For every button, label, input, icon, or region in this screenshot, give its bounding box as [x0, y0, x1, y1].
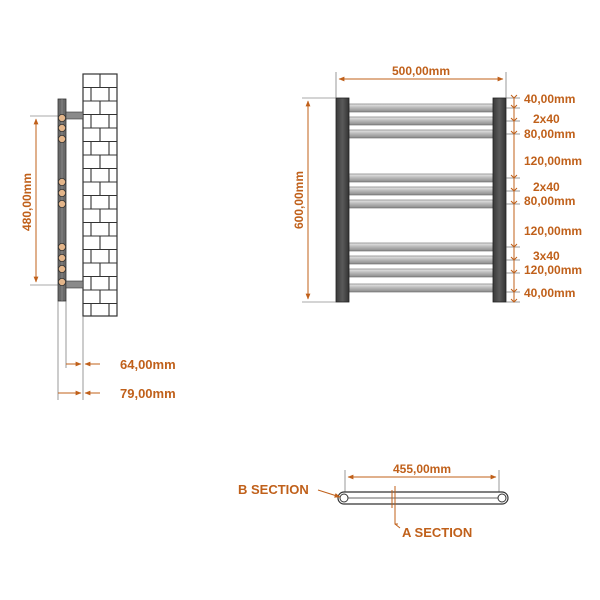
right-label-3: 80,00mm [524, 127, 576, 141]
side-view [20, 74, 176, 401]
side-height-label: 480,00mm [20, 172, 34, 232]
towel-bar [349, 187, 493, 195]
wall-bracket-top [66, 112, 83, 119]
bar-end-circle [58, 114, 65, 121]
dimension-480 [20, 116, 58, 285]
wall-bracket-bottom [66, 281, 83, 288]
section-view [238, 462, 508, 540]
b-section-label: B SECTION [238, 482, 309, 497]
right-label-9: 120,00mm [524, 263, 583, 277]
right-label-7: 120,00mm [524, 224, 583, 238]
right-label-8: 3x40 [533, 249, 560, 263]
right-label-2: 2x40 [533, 112, 560, 126]
towel-bar [349, 104, 493, 112]
towel-bar [349, 200, 493, 208]
towel-bar [349, 256, 493, 264]
towel-bar [349, 243, 493, 251]
right-dimension-chain [506, 95, 520, 302]
bar-end-circle [58, 200, 65, 207]
section-width-label: 455,00mm [392, 462, 452, 476]
front-height-label: 600,00mm [292, 170, 306, 230]
dimension-600 [292, 98, 336, 302]
right-label-1: 40,00mm [524, 92, 576, 106]
bar-end-circle [58, 124, 65, 131]
towel-bar [349, 284, 493, 292]
towel-bars [349, 104, 493, 292]
bar-end-circle [58, 178, 65, 185]
right-label-6: 80,00mm [524, 194, 576, 208]
towel-bar [349, 269, 493, 277]
section-left-end [340, 494, 348, 502]
dimension-455 [345, 462, 499, 492]
bar-end-circle [58, 265, 65, 272]
right-rail [493, 98, 506, 302]
right-label-5: 2x40 [533, 180, 560, 194]
bar-end-circle [58, 254, 65, 261]
bar-end-circle [58, 278, 65, 285]
right-label-10: 40,00mm [524, 286, 576, 300]
depth-outer-label: 79,00mm [120, 386, 176, 401]
bar-end-circle [58, 243, 65, 250]
section-right-end [498, 494, 506, 502]
bar-end-circle [58, 189, 65, 196]
right-dimension-labels [524, 92, 582, 300]
right-label-4: 120,00mm [524, 154, 583, 168]
bar-end-circle [58, 135, 65, 142]
front-view [292, 64, 582, 302]
towel-bar [349, 130, 493, 138]
dimension-500 [336, 64, 506, 98]
a-section-label: A SECTION [402, 525, 473, 540]
towel-bar [349, 174, 493, 182]
left-rail [336, 98, 349, 302]
front-width-label: 500,00mm [391, 64, 451, 78]
depth-inner-label: 64,00mm [120, 357, 176, 372]
brick-wall [83, 74, 117, 316]
towel-bar [349, 117, 493, 125]
